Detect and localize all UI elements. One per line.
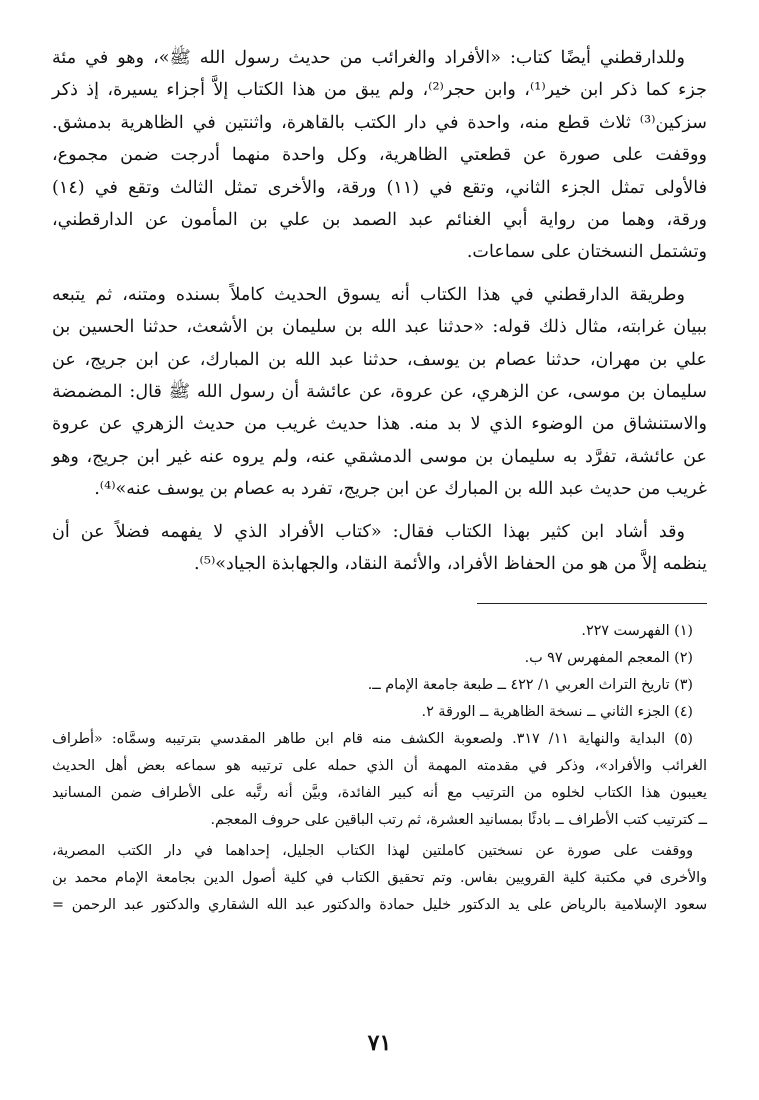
footnote-line: والأخرى في مكتبة كلية القرويين بفاس. وتم تحقيق الكتاب في كلية أصول الدين بجامعة الإمام محمد بن xyxy=(52,869,707,886)
footnote-line: يعيبون هذا الكتاب لخلوه من الترتيب مع أنه كبير الفائدة، وبيَّن أنه رتَّبه على الأطراف ضمن المسانيد xyxy=(52,784,707,801)
text-line: عن عائشة، تفرَّد به سليمان بن موسى الدمشقي عنه، ولم يروه عنه غير ابن جريج، وهو xyxy=(52,446,707,467)
text-line: وتشتمل النسختان على سماعات. xyxy=(466,242,707,263)
footnotes xyxy=(52,618,707,919)
body-paragraph-1 xyxy=(52,42,707,269)
text-line: ورقة، وهما من رواية أبي الغنائم عبد الصمد بن علي بن المأمون عن الدارقطني، xyxy=(52,210,707,231)
text-line: جزء كما ذكر ابن خير⁽¹⁾، وابن حجر⁽²⁾، ولم يبق من هذا الكتاب إلاَّ أجزاء يسيرة، إذ ذكر xyxy=(52,80,707,101)
text-line: وقد أشاد ابن كثير بهذا الكتاب فقال: «كتاب الأفراد الذي لا يفهمه فضلاً عن أن xyxy=(52,521,685,542)
text-line: غريب من حديث عبد الله بن المبارك عن ابن جريج، تفرد به عصام بن يوسف عنه»⁽⁴⁾. xyxy=(94,479,707,500)
footnote-line: سعود الإسلامية بالرياض على يد الدكتور خليل حمادة والدكتور عبد الله الشقاري والدكتور عبد الرحمن = xyxy=(52,896,707,913)
text-line: وللدارقطني أيضًا كتاب: «الأفراد والغرائب من حديث رسول الله ﷺ»، وهو في مئة xyxy=(52,48,685,68)
page-number: ٧١ xyxy=(367,1030,392,1056)
footnote-line: ــ كترتيب كتب الأطراف ــ بادئًا بمسانيد العشرة، ثم رتب الباقين على حروف المعجم. xyxy=(210,811,707,828)
footnote-2: (٢) المعجم المفهرس ٩٧ ب. xyxy=(524,649,693,666)
footnote-5 xyxy=(52,726,707,834)
footnote-4: (٤) الجزء الثاني ــ نسخة الظاهرية ــ الورقة ٢. xyxy=(421,703,693,720)
footnote-line: (٥) البداية والنهاية ١١/ ٣١٧. ولصعوبة الكشف منه قام ابن طاهر المقدسي بترتيبه وسمَّاه: «أطراف xyxy=(52,730,693,747)
text-line: ووقفت على صورة عن قطعتي الظاهرية، وكل واحدة منهما أدرجت ضمن مجموع، xyxy=(52,145,707,166)
text-line: ببيان غرابته، مثال ذلك قوله: «حدثنا عبد الله بن سليمان بن الأشعث، حدثنا الحسين بن xyxy=(52,317,707,338)
footnote-divider xyxy=(477,603,707,604)
body-paragraph-2 xyxy=(52,279,707,506)
text-line: والاستنشاق من الوضوء الذي لا بد منه. هذا حديث غريب من حديث الزهري عن عروة xyxy=(52,414,707,435)
text-line: وطريقة الدارقطني في هذا الكتاب أنه يسوق الحديث كاملاً بسنده ومتنه، ثم يتبعه xyxy=(52,284,685,305)
footnote-3: (٣) تاريخ التراث العربي ١/ ٤٢٢ ــ طبعة جامعة الإمام ــ. xyxy=(367,676,693,693)
text-line: ينظمه إلاَّ من هو من الحفاظ الأفراد، والأئمة النقاد، والجهابذة الجياد»⁽⁵⁾. xyxy=(193,554,707,575)
document-page xyxy=(52,42,707,919)
text-line: سليمان بن موسى، عن الزهري، عن عروة، عن عائشة أن رسول الله ﷺ قال: المضمضة xyxy=(52,382,707,403)
footnote-line: الغرائب والأفراد»، وذكر في مقدمته المهمة أن الذي حمله على ترتيبه هو سماعه بعض أهل الحديث xyxy=(52,757,707,774)
footnote-1: (١) الفهرست ٢٢٧. xyxy=(581,622,693,639)
body-paragraph-3 xyxy=(52,516,707,581)
text-line: فالأولى تمثل الجزء الثاني، وتقع في (١١) ورقة، والأخرى تمثل الثالث وتقع في (١٤) xyxy=(52,177,708,198)
footnote-line: ووقفت على صورة عن نسختين كاملتين لهذا الكتاب الجليل، إحداهما في دار الكتب المصرية، xyxy=(52,842,693,859)
text-line: علي بن مهران، حدثنا عصام بن يوسف، حدثنا عبد الله بن المبارك، عن ابن جريج، عن xyxy=(52,349,707,370)
text-line: سزكين⁽³⁾ ثلاث قطع منه، واحدة في دار الكتب بالقاهرة، واثنتين في الظاهرية بدمشق. xyxy=(52,112,707,133)
footnote-5-continued xyxy=(52,838,707,919)
